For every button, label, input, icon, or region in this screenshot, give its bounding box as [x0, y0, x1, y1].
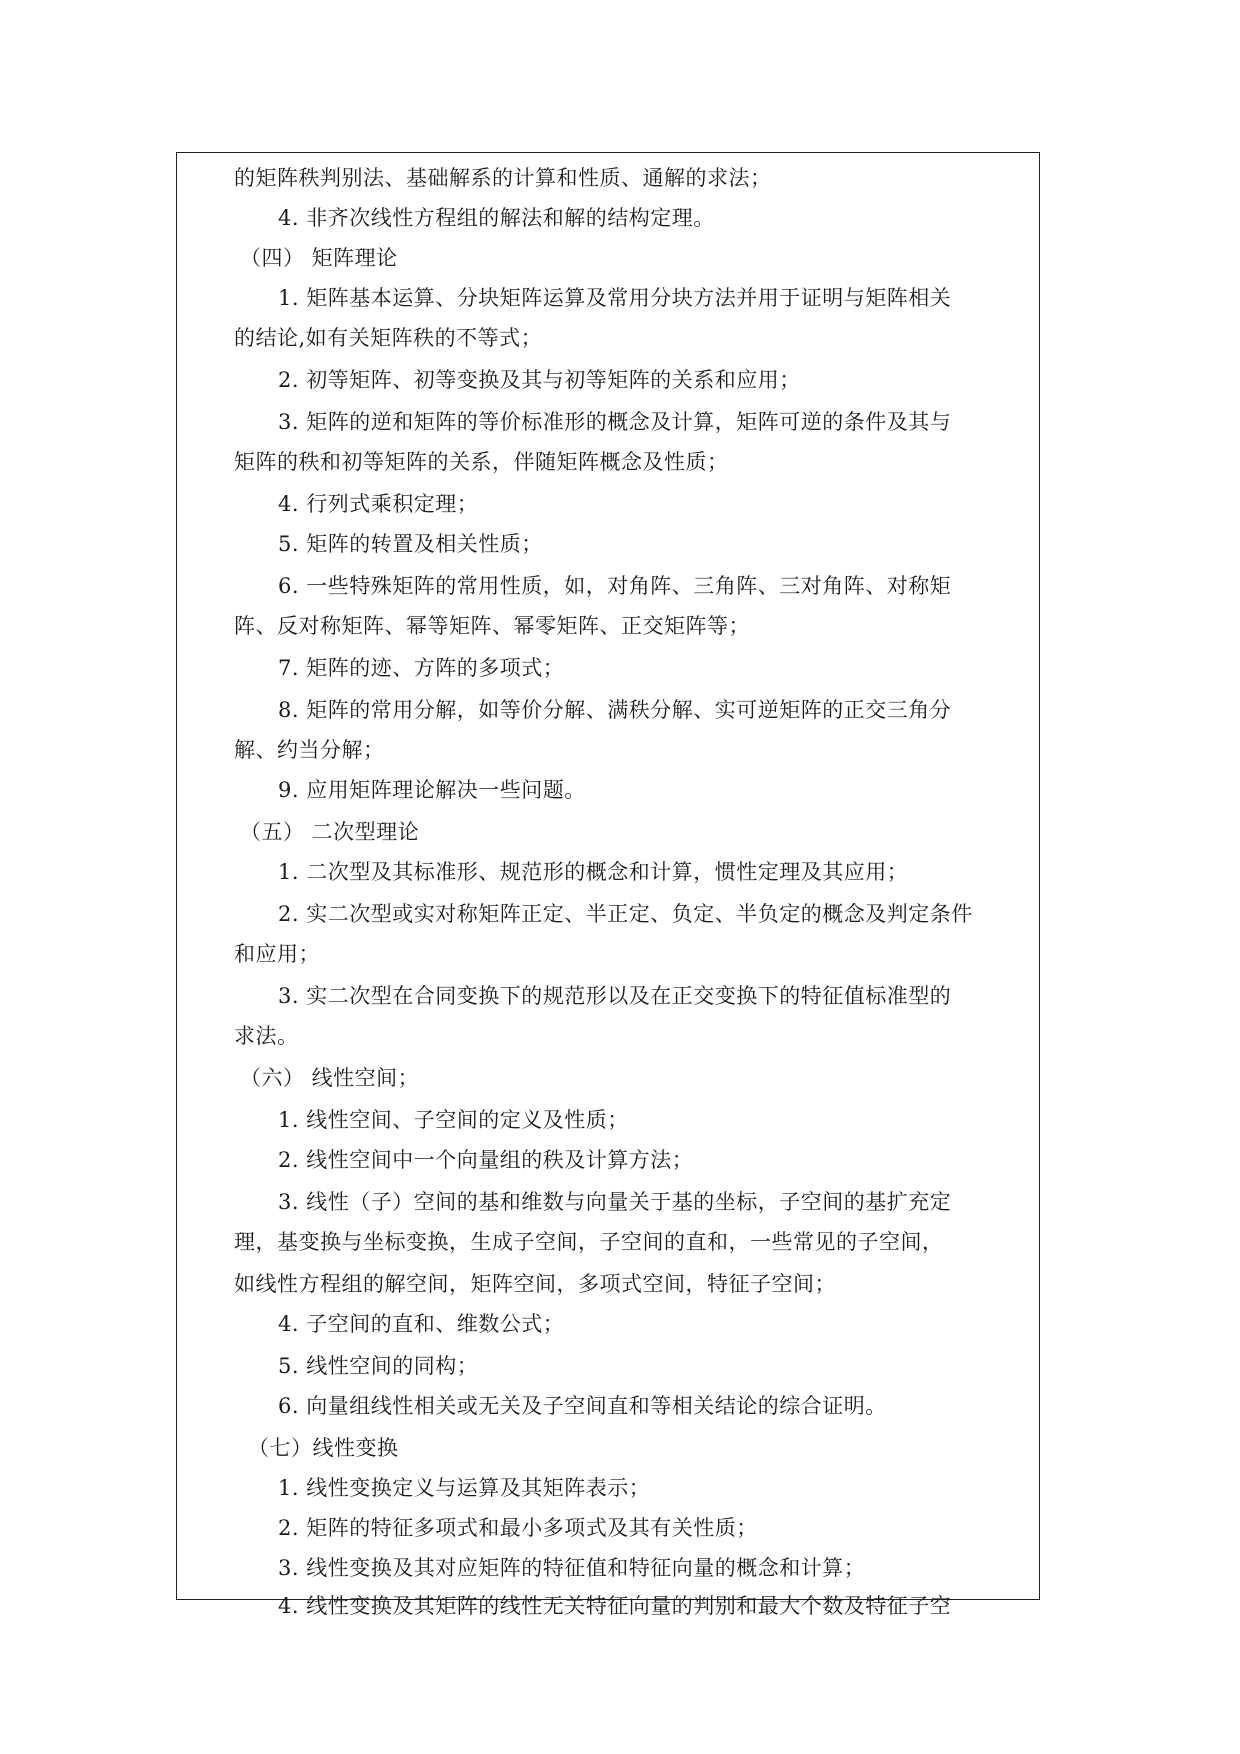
text-line: 5. 矩阵的转置及相关性质；: [278, 532, 543, 556]
text-line: 2. 实二次型或实对称矩阵正定、半正定、负定、半负定的概念及判定条件: [278, 902, 973, 926]
text-line: 矩阵的秩和初等矩阵的关系，伴随矩阵概念及性质；: [234, 450, 729, 474]
text-line: 1. 二次型及其标准形、规范形的概念和计算，惯性定理及其应用；: [278, 860, 909, 884]
text-line: 2. 矩阵的特征多项式和最小多项式及其有关性质；: [278, 1516, 758, 1540]
section-heading: （五） 二次型理论: [240, 820, 420, 844]
text-line: 和应用；: [234, 942, 320, 966]
text-line: 阵、反对称矩阵、幂等矩阵、幂零矩阵、正交矩阵等；: [234, 614, 750, 638]
text-line: 3. 线性变换及其对应矩阵的特征值和特征向量的概念和计算；: [278, 1556, 866, 1580]
text-line: 3. 矩阵的逆和矩阵的等价标准形的概念及计算，矩阵可逆的条件及其与: [278, 410, 952, 434]
text-line: 1. 线性变换定义与运算及其矩阵表示；: [278, 1476, 651, 1500]
text-line: 1. 矩阵基本运算、分块矩阵运算及常用分块方法并用于证明与矩阵相关: [278, 286, 952, 310]
text-line: 4. 非齐次线性方程组的解法和解的结构定理。: [278, 206, 715, 230]
text-line: 如线性方程组的解空间，矩阵空间，多项式空间，特征子空间；: [234, 1272, 836, 1296]
text-line: 9. 应用矩阵理论解决一些问题。: [278, 778, 586, 802]
text-line: 1. 线性空间、子空间的定义及性质；: [278, 1108, 629, 1132]
text-line: 4. 子空间的直和、维数公式；: [278, 1312, 565, 1336]
text-line: 4. 线性变换及其矩阵的线性无关特征向量的判别和最大个数及特征子空: [278, 1594, 952, 1618]
text-line: 理，基变换与坐标变换，生成子空间，子空间的直和，一些常见的子空间，: [234, 1230, 944, 1254]
text-line: 6. 一些特殊矩阵的常用性质，如，对角阵、三角阵、三对角阵、对称矩: [278, 574, 952, 598]
text-line: 解、约当分解；: [234, 738, 385, 762]
text-line: 8. 矩阵的常用分解，如等价分解、满秩分解、实可逆矩阵的正交三角分: [278, 698, 952, 722]
text-line: 5. 线性空间的同构；: [278, 1354, 479, 1378]
section-heading: （四） 矩阵理论: [240, 246, 398, 270]
text-line: 4. 行列式乘积定理；: [278, 492, 479, 516]
text-line: 2. 线性空间中一个向量组的秩及计算方法；: [278, 1148, 694, 1172]
section-heading: （七）线性变换: [248, 1436, 399, 1460]
text-line: 6. 向量组线性相关或无关及子空间直和等相关结论的综合证明。: [278, 1394, 887, 1418]
text-line: 求法。: [234, 1024, 299, 1048]
text-line: 2. 初等矩阵、初等变换及其与初等矩阵的关系和应用；: [278, 368, 801, 392]
section-heading: （六） 线性空间；: [240, 1066, 420, 1090]
text-line: 3. 线性（子）空间的基和维数与向量关于基的坐标，子空间的基扩充定: [278, 1190, 952, 1214]
text-line: 3. 实二次型在合同变换下的规范形以及在正交变换下的特征值标准型的: [278, 984, 952, 1008]
text-line: 的结论,如有关矩阵秩的不等式；: [234, 326, 543, 350]
text-line: 的矩阵秩判别法、基础解系的计算和性质、通解的求法；: [234, 166, 772, 190]
text-line: 7. 矩阵的迹、方阵的多项式；: [278, 656, 565, 680]
